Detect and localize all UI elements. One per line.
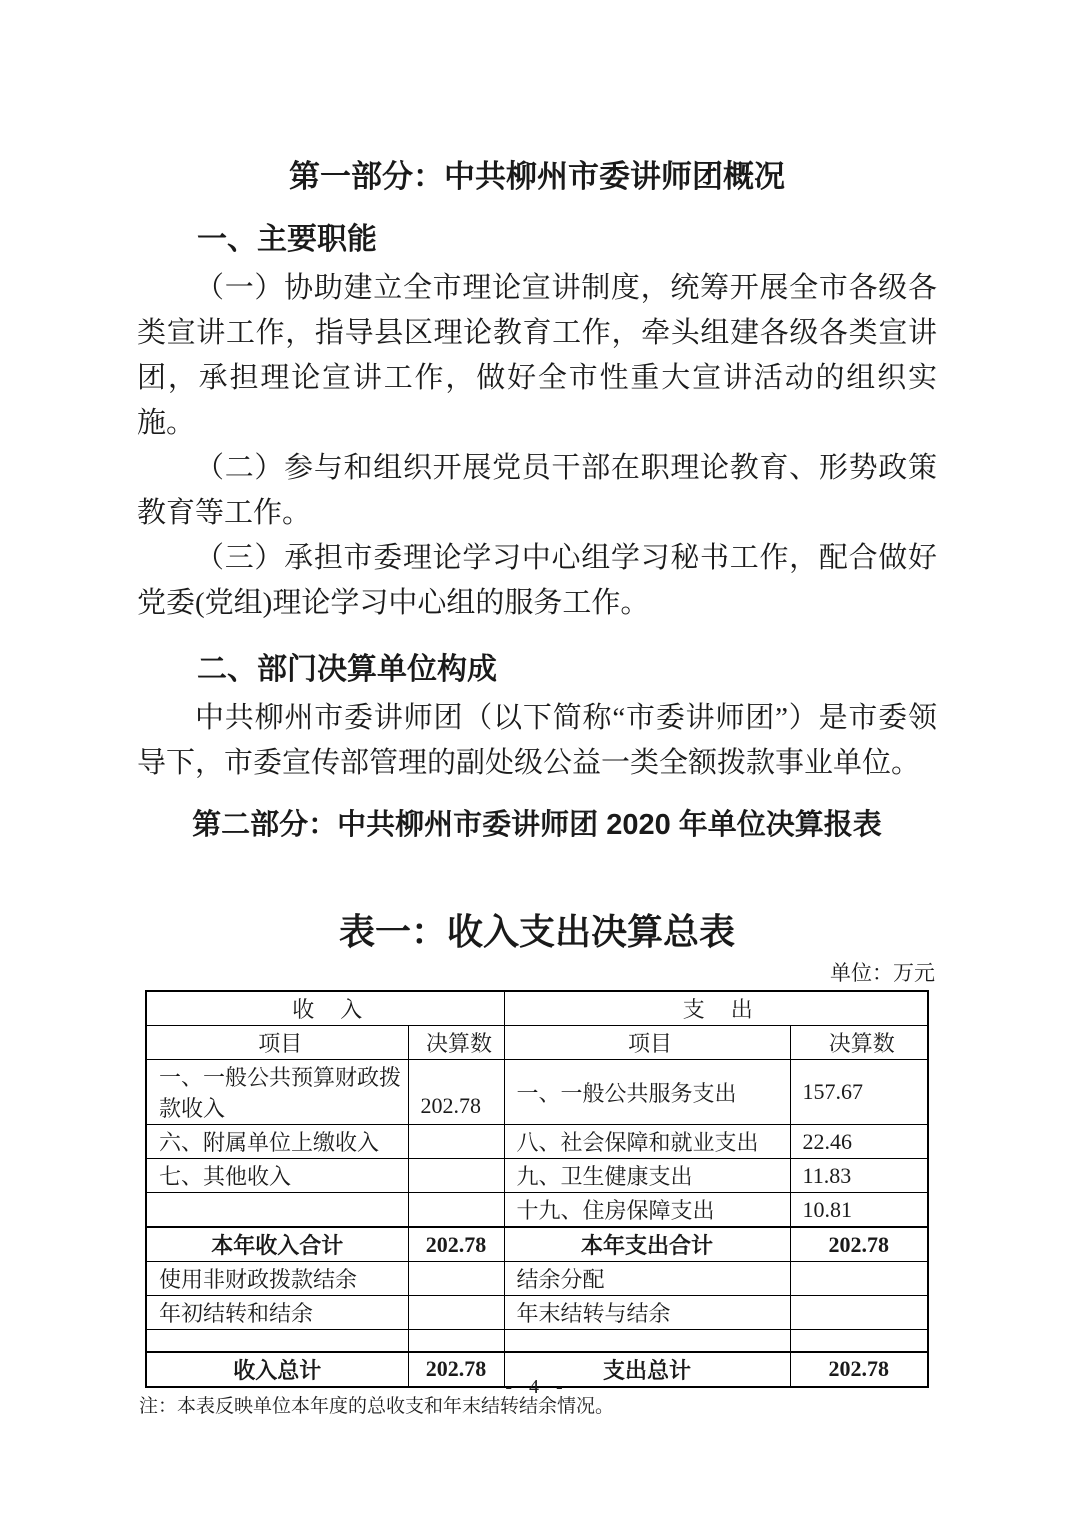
paragraph-duty-1: （一）协助建立全市理论宣讲制度，统筹开展全市各级各类宣讲工作，指导县区理论教育工作，牵头组建各级各类宣讲团，承担理论宣讲工作，做好全市性重大宣讲活动的组织实施。 <box>137 272 937 439</box>
expense-amount-cell <box>790 1262 928 1296</box>
table-note: 注：本表反映单位本年度的总收支和年末结转结余情况。 <box>139 1395 615 1417</box>
document-content <box>137 0 937 1420</box>
income-item-cell <box>146 1193 408 1228</box>
table-row <box>146 1296 928 1330</box>
income-item-cell: 使用非财政拨款结余 <box>146 1262 408 1296</box>
part2-title: 第二部分：中共柳州市委讲师团 2020 年单位决算报表 <box>192 809 882 841</box>
income-amount-cell <box>408 1159 504 1193</box>
expense-item-cell: 九、卫生健康支出 <box>504 1159 790 1193</box>
income-amount-cell <box>408 1330 504 1352</box>
income-item-cell: 一、一般公共预算财政拨款收入 <box>146 1060 408 1125</box>
section-heading-unit-composition: 二、部门决算单位构成 <box>197 653 497 686</box>
expense-item-cell <box>504 1330 790 1352</box>
expense-grand-total-label-cell: 支出总计 <box>504 1352 790 1387</box>
income-item-header: 项目 <box>146 1026 408 1060</box>
table-row <box>146 1262 928 1296</box>
expense-amount-cell: 10.81 <box>790 1193 928 1228</box>
table-row <box>146 1125 928 1159</box>
expense-item-cell: 八、社会保障和就业支出 <box>504 1125 790 1159</box>
paragraph-unit-composition: 中共柳州市委讲师团（以下简称“市委讲师团”）是市委领导下，市委宣传部管理的副处级公益一类全额拨款事业单位。 <box>137 702 937 779</box>
expense-amount-cell <box>790 1296 928 1330</box>
expense-item-header: 项目 <box>504 1026 790 1060</box>
expense-grand-total-amount-cell: 202.78 <box>790 1352 928 1387</box>
table-column-header-row <box>146 1026 928 1060</box>
income-item-cell: 六、附属单位上缴收入 <box>146 1125 408 1159</box>
income-amount-cell: 202.78 <box>408 1060 504 1125</box>
expense-total-amount-cell: 202.78 <box>790 1227 928 1262</box>
table-row <box>146 1159 928 1193</box>
expense-amount-cell: 157.67 <box>790 1060 928 1125</box>
expense-item-cell: 十九、住房保障支出 <box>504 1193 790 1228</box>
table-row <box>146 1060 928 1125</box>
income-amount-cell <box>408 1125 504 1159</box>
paragraph-duty-3: （三）承担市委理论学习中心组学习秘书工作，配合做好党委(党组)理论学习中心组的服务工作。 <box>137 542 937 619</box>
income-expense-table <box>145 990 929 1388</box>
income-amount-cell <box>408 1296 504 1330</box>
expense-amount-cell <box>790 1330 928 1352</box>
income-grand-total-amount-cell: 202.78 <box>408 1352 504 1387</box>
income-item-cell: 七、其他收入 <box>146 1159 408 1193</box>
income-grand-total-label-cell: 收入总计 <box>146 1352 408 1387</box>
expense-item-cell: 一、一般公共服务支出 <box>504 1060 790 1125</box>
expense-item-cell: 年末结转与结余 <box>504 1296 790 1330</box>
table-row-empty <box>146 1330 928 1352</box>
page-number: - 4 - <box>505 1376 569 1398</box>
income-amount-header: 决算数 <box>408 1026 504 1060</box>
expense-amount-cell: 22.46 <box>790 1125 928 1159</box>
section-heading-main-duties: 一、主要职能 <box>197 223 377 256</box>
paragraph-duty-2: （二）参与和组织开展党员干部在职理论教育、形势政策教育等工作。 <box>137 452 937 529</box>
expense-amount-header: 决算数 <box>790 1026 928 1060</box>
table1-title: 表一：收入支出决算总表 <box>338 911 735 952</box>
expense-total-label-cell: 本年支出合计 <box>504 1227 790 1262</box>
income-amount-cell <box>408 1193 504 1228</box>
part1-title: 第一部分：中共柳州市委讲师团概况 <box>289 159 785 194</box>
income-amount-cell <box>408 1262 504 1296</box>
annual-total-row <box>146 1227 928 1262</box>
income-item-cell <box>146 1330 408 1352</box>
income-total-label-cell: 本年收入合计 <box>146 1227 408 1262</box>
table-row <box>146 1193 928 1228</box>
table-group-header-row <box>146 991 928 1026</box>
income-item-cell: 年初结转和结余 <box>146 1296 408 1330</box>
expense-group-header: 支 出 <box>504 991 928 1026</box>
expense-amount-cell: 11.83 <box>790 1159 928 1193</box>
income-total-amount-cell: 202.78 <box>408 1227 504 1262</box>
expense-item-cell: 结余分配 <box>504 1262 790 1296</box>
unit-label: 单位：万元 <box>830 961 935 985</box>
income-group-header: 收 入 <box>146 991 504 1026</box>
